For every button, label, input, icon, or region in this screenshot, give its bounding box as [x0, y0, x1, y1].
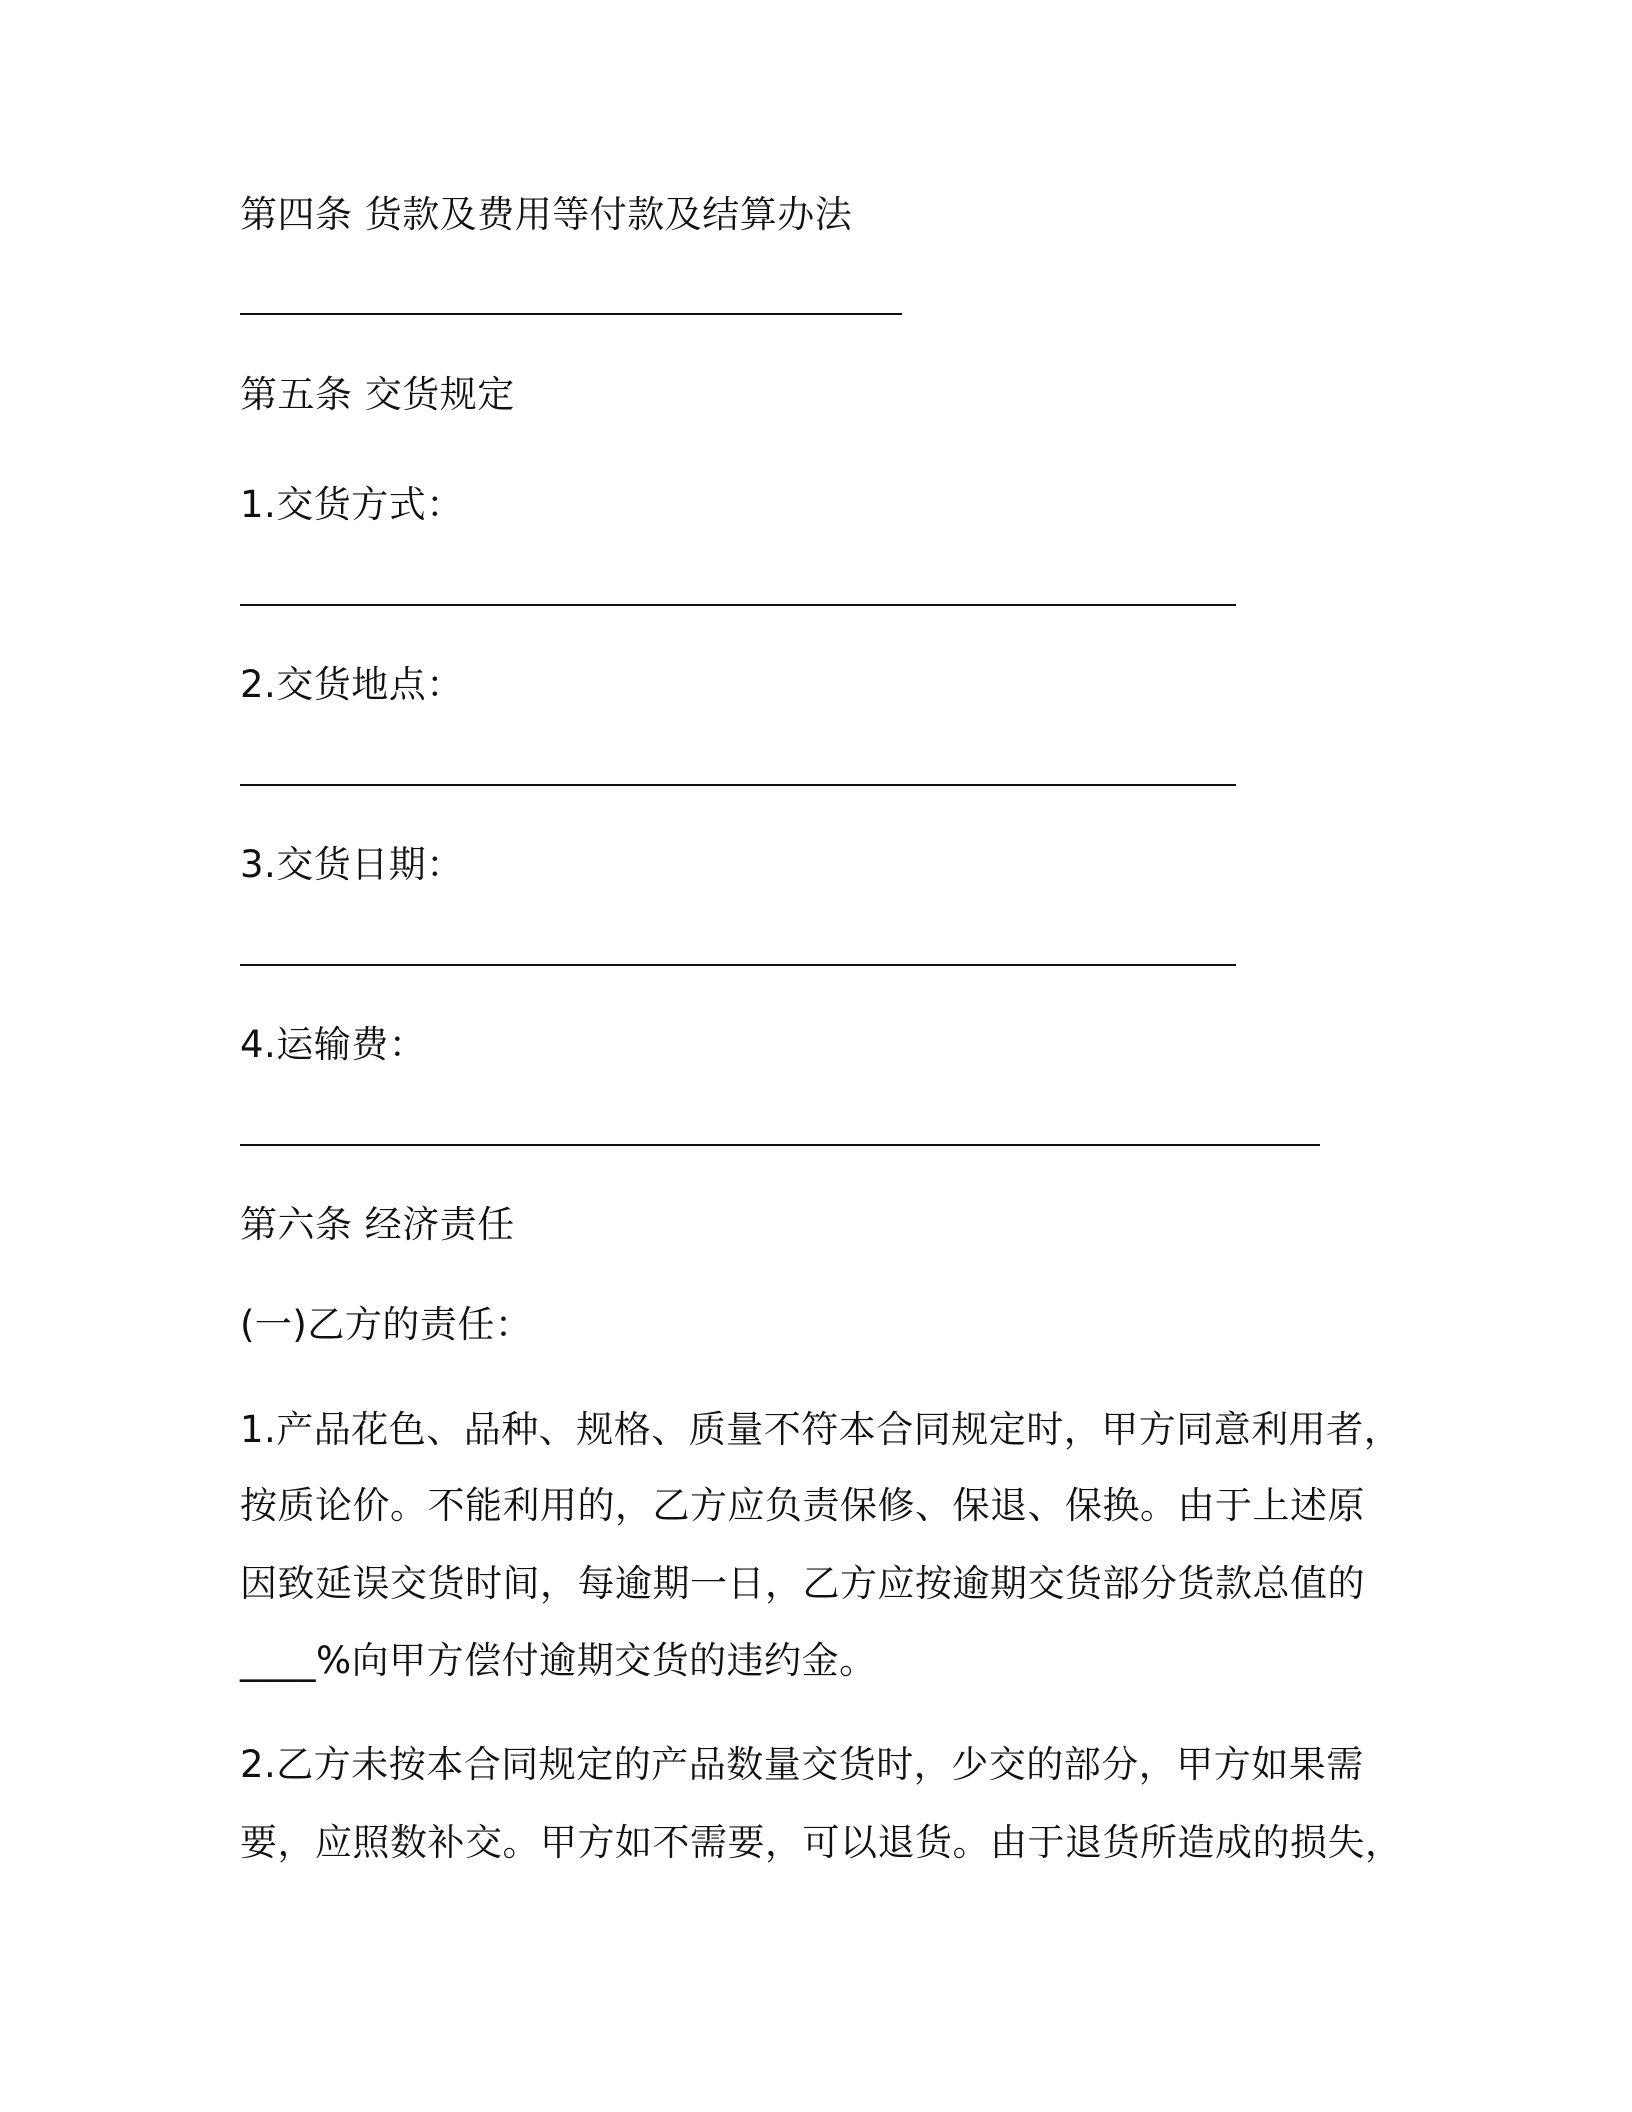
article5-item-delivery-date: 3.交货日期：: [240, 843, 464, 886]
article5-title: 第五条 交货规定: [240, 373, 515, 416]
clause1-line4: ____%向甲方偿付逾期交货的违约金。: [240, 1639, 877, 1682]
blank-line-delivery-date: [240, 964, 1236, 966]
article5-item-delivery-method: 1.交货方式：: [240, 483, 464, 526]
article6-subtitle-party-b: (一)乙方的责任：: [240, 1303, 533, 1346]
blank-line-payment: [240, 313, 902, 315]
clause1-line3: 因致延误交货时间，每逾期一日，乙方应按逾期交货部分货款总值的: [240, 1562, 1365, 1605]
article4-title: 第四条 货款及费用等付款及结算办法: [240, 193, 853, 236]
article5-item-freight: 4.运输费：: [240, 1023, 427, 1066]
blank-line-delivery-place: [240, 784, 1236, 786]
blank-line-delivery-method: [240, 604, 1236, 606]
clause2-line2: 要，应照数补交。甲方如不需要，可以退货。由于退货所造成的损失，: [240, 1821, 1403, 1864]
clause2-line1: 2.乙方未按本合同规定的产品数量交货时，少交的部分，甲方如果需: [240, 1743, 1364, 1786]
clause1-line2: 按质论价。不能利用的，乙方应负责保修、保退、保换。由于上述原: [240, 1484, 1365, 1527]
article5-item-delivery-place: 2.交货地点：: [240, 663, 464, 706]
clause1-line1: 1.产品花色、品种、规格、质量不符本合同规定时，甲方同意利用者，: [240, 1408, 1402, 1451]
blank-line-freight: [240, 1144, 1320, 1146]
article6-title: 第六条 经济责任: [240, 1203, 515, 1246]
